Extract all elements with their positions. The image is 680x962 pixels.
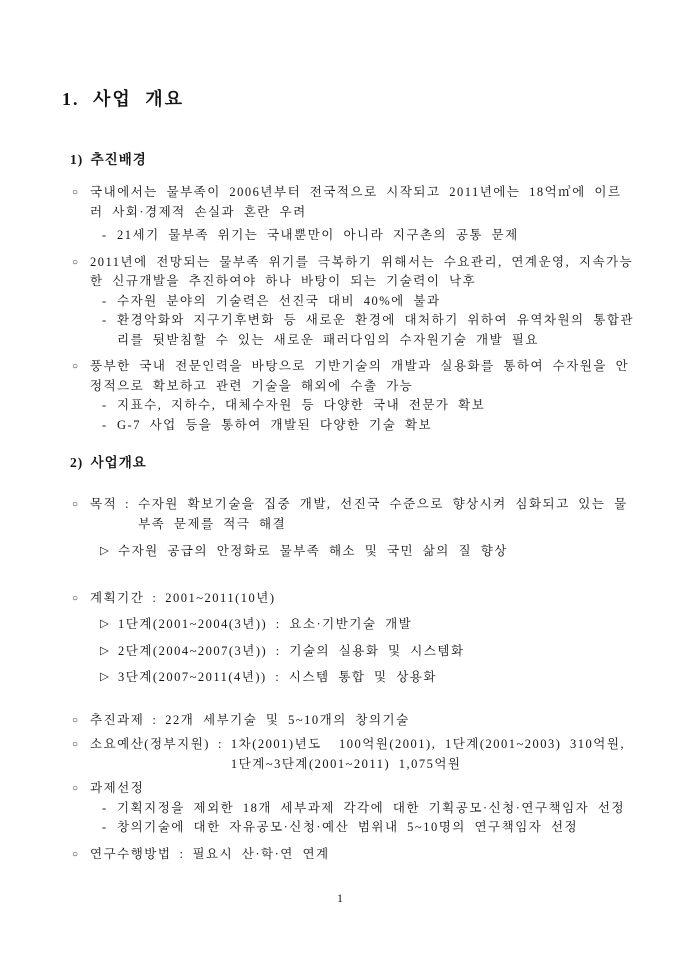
list-item: [62, 495, 634, 534]
list-item-text: 1단계(2001~2004(3년)) : 요소·기반기술 개발: [118, 617, 413, 631]
list-item: [62, 357, 634, 396]
label-separator: :: [217, 737, 223, 751]
dash-bullet-icon: -: [102, 293, 108, 308]
list-item-text: 과제선정: [90, 781, 145, 795]
item-label: 연구수행방법: [90, 846, 172, 861]
list-item-text: 기획지정을 제외한 18개 세부과제 각각에 대한 기획공모·신청·연구책임자 선정: [117, 800, 626, 815]
circle-bullet-icon: ○: [72, 499, 80, 510]
circle-bullet-icon: ○: [72, 592, 80, 604]
list-item-text: 2단계(2004~2007(3년)) : 기술의 실용화 및 시스템화: [118, 643, 465, 658]
page-number: 1: [337, 891, 343, 905]
triangle-bullet-icon: ▷: [100, 545, 111, 557]
list-item: [62, 799, 634, 819]
circle-bullet-icon: ○: [72, 256, 80, 268]
list-item: [62, 183, 634, 222]
label-separator: :: [152, 590, 158, 605]
list-item-text: G-7 사업 등을 통하여 개발된 다양한 기술 확보: [117, 417, 433, 432]
circle-bullet-icon: ○: [72, 848, 80, 860]
dash-bullet-icon: -: [102, 313, 108, 327]
list-item: [62, 779, 634, 799]
item-label: 소요예산(정부지원): [90, 737, 210, 751]
section-heading: 1) 추진배경: [70, 152, 147, 167]
item-value: 1차(2001)년도 100억원(2001), 1단계(2001~2003) 310억원, 1단계~3단계(2001~2011) 1,075억원: [230, 737, 634, 771]
item-label: 계획기간: [90, 590, 145, 605]
item-label: 추진과제: [90, 712, 145, 727]
list-item-text: 수자원 공급의 안정화로 물부족 해소 및 국민 삶의 질 향상: [118, 544, 508, 558]
list-item: [62, 396, 634, 416]
label-separator: :: [152, 712, 158, 727]
list-item: [62, 416, 634, 436]
list-item: [62, 311, 634, 350]
list-item-text: 국내에서는 물부족이 2006년부터 전국적으로 시작되고 2011년에는 18억㎥에 이르러 사회·경제적 손실과 혼란 우려: [90, 185, 622, 219]
item-label: 목적: [90, 497, 118, 511]
list-item: [62, 253, 634, 292]
list-item-text: 2011년에 전망되는 물부족 위기를 극복하기 위해서는 수요관리, 연계운영, 지속가능한 신규개발을 추진하여야 하나 바탕이 되는 기술력이 낙후: [90, 254, 634, 288]
list-item: [62, 642, 634, 662]
list-item-text: 지표수, 지하수, 대체수자원 등 다양한 국내 전문가 확보: [117, 398, 486, 412]
dash-bullet-icon: -: [102, 800, 108, 815]
circle-bullet-icon: ○: [72, 783, 80, 794]
list-item: [62, 711, 634, 731]
item-value: 2001~2011(10년): [165, 590, 276, 605]
dash-bullet-icon: -: [102, 398, 108, 412]
dash-bullet-icon: -: [102, 228, 108, 242]
list-item: [62, 845, 634, 865]
circle-bullet-icon: ○: [72, 187, 80, 198]
list-item-text: 21세기 물부족 위기는 국내뿐만이 아니라 지구촌의 공통 문제: [117, 228, 519, 242]
list-item: [62, 542, 634, 562]
list-item-text: 수자원 분야의 기술력은 선진국 대비 40%에 불과: [117, 293, 441, 308]
dash-bullet-icon: -: [102, 820, 108, 834]
list-item: [62, 589, 634, 609]
list-item-text: 3단계(2007~2011(4년)) : 시스템 통합 및 상용화: [118, 670, 437, 684]
triangle-bullet-icon: ▷: [100, 671, 111, 683]
page-title: 1. 사업 개요: [62, 89, 185, 109]
triangle-bullet-icon: ▷: [100, 644, 111, 657]
label-separator: :: [179, 846, 185, 861]
list-item-text: 창의기술에 대한 자유공모·신청·예산 범위내 5~10명의 연구책임자 선정: [117, 820, 579, 834]
list-item-text: 풍부한 국내 전문인력을 바탕으로 기반기술의 개발과 실용화를 통하여 수자원을 안정적으로 확보하고 관련 기술을 해외에 수출 가능: [90, 359, 630, 393]
list-item: [62, 735, 634, 774]
item-value: 수자원 확보기술을 집중 개발, 선진국 수준으로 향상시켜 심화되고 있는 물부족 문제를 적극 해결: [138, 497, 628, 531]
label-separator: :: [125, 497, 131, 511]
circle-bullet-icon: ○: [72, 714, 80, 726]
circle-bullet-icon: ○: [72, 739, 80, 750]
item-value: 필요시 산·학·연 연계: [192, 846, 330, 861]
triangle-bullet-icon: ▷: [100, 618, 111, 630]
list-item: [62, 818, 634, 838]
circle-bullet-icon: ○: [72, 361, 80, 372]
list-item: [62, 668, 634, 688]
dash-bullet-icon: -: [102, 417, 108, 432]
list-item: [62, 292, 634, 312]
section-heading: 2) 사업개요: [70, 455, 147, 470]
section-background: [62, 152, 634, 435]
list-item: [62, 226, 634, 246]
list-item-text: 환경악화와 지구기후변화 등 새로운 환경에 대처하기 위하여 유역차원의 통합관리를 뒷받침할 수 있는 새로운 패러다임의 수자원기술 개발 필요: [117, 313, 634, 347]
list-item: [62, 615, 634, 635]
section-overview: [62, 455, 634, 864]
item-value: 22개 세부기술 및 5~10개의 창의기술: [165, 712, 410, 727]
